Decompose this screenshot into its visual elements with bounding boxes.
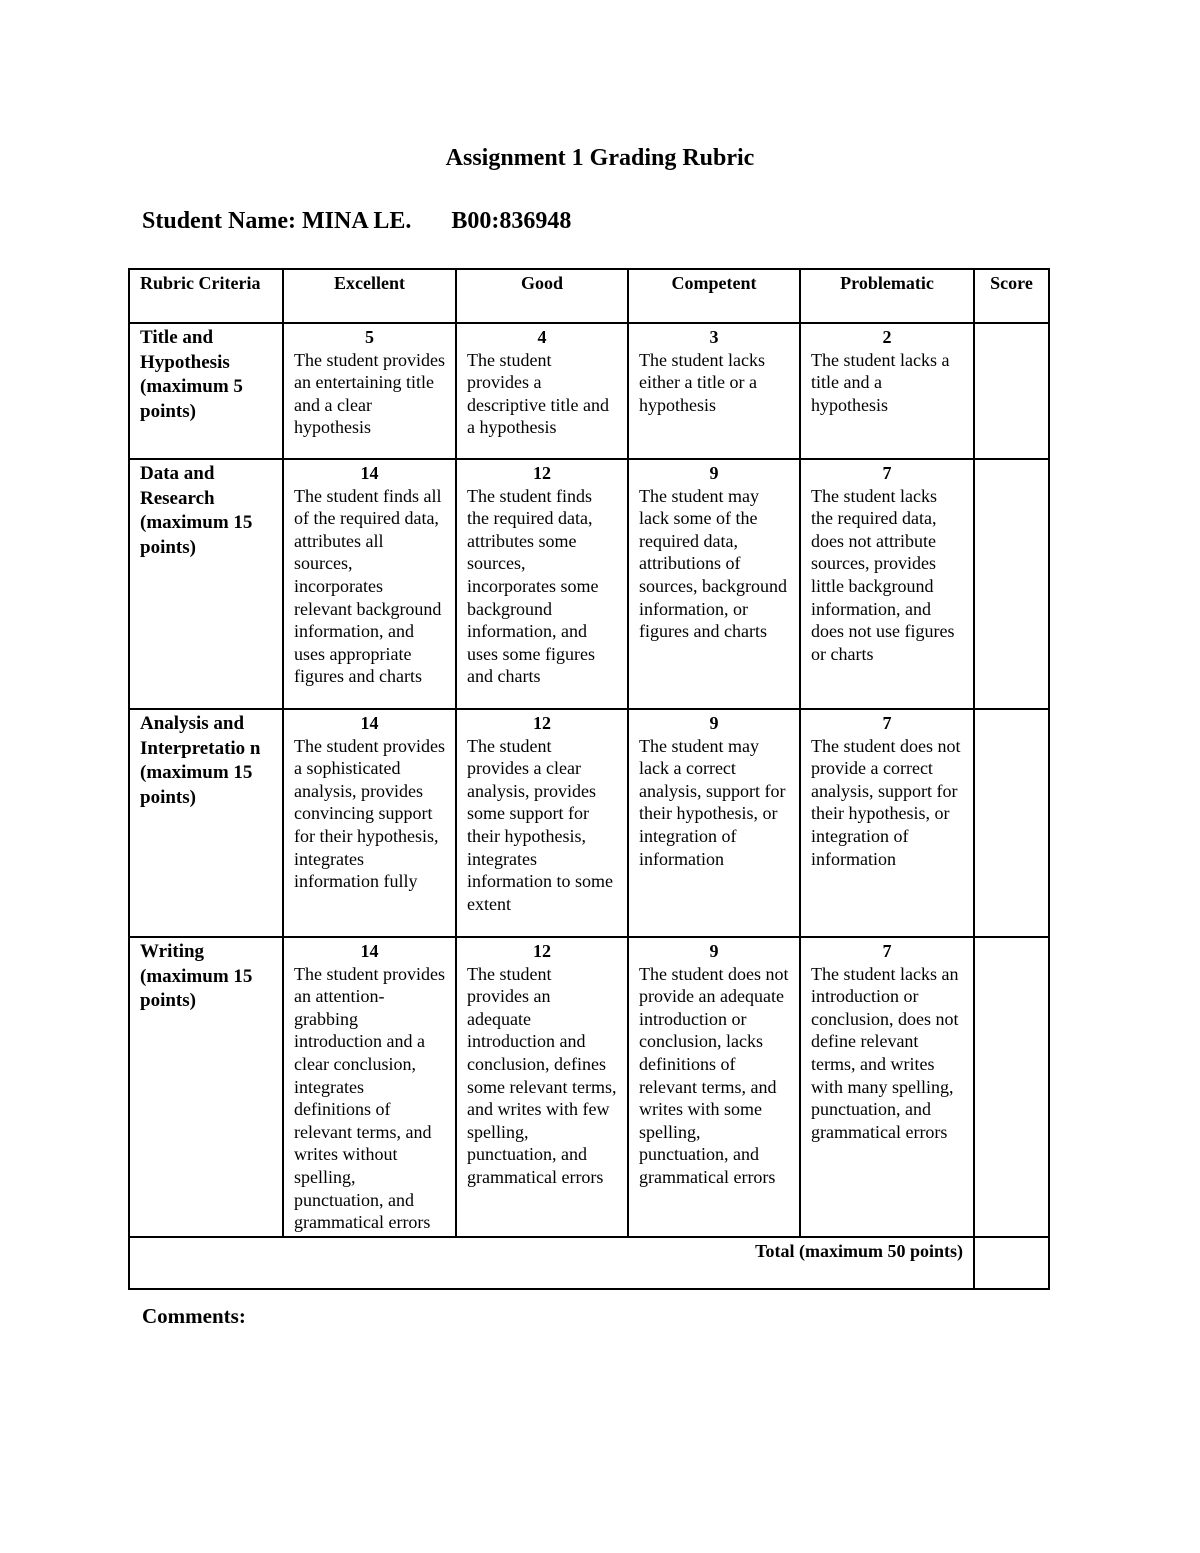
header-competent: Competent — [628, 269, 800, 323]
points-value: 5 — [365, 327, 374, 347]
header-score: Score — [974, 269, 1049, 323]
description-text: The student provides an entertaining title and a clear hypothesis — [294, 349, 445, 438]
excellent-cell — [283, 323, 456, 459]
rubric-row-analysis-interpretation — [129, 709, 1049, 937]
rubric-total-row — [129, 1237, 1049, 1289]
description-text: The student provides an attention-grabbing introduction and a clear conclusion, integrates definitions of relevant terms, and writes without spelling, punctuation, and grammatical errors — [294, 963, 445, 1233]
competent-cell — [628, 459, 800, 709]
criteria-cell: Writing (maximum 15 points) — [129, 937, 283, 1237]
points-value: 9 — [709, 941, 719, 961]
excellent-cell — [283, 937, 456, 1237]
criteria-cell: Data and Research (maximum 15 points) — [129, 459, 283, 709]
points-value: 14 — [360, 463, 379, 483]
points-value: 7 — [882, 713, 892, 733]
student-id-label: B00: — [451, 208, 500, 234]
score-cell[interactable] — [974, 709, 1049, 937]
description-text: The student provides a sophisticated analysis, provides convincing support for their hypothesis, integrates information fully — [294, 735, 445, 892]
points-value: 14 — [360, 941, 379, 961]
good-cell — [456, 709, 628, 937]
competent-cell — [628, 323, 800, 459]
good-cell — [456, 323, 628, 459]
competent-cell — [628, 709, 800, 937]
good-cell — [456, 459, 628, 709]
description-text: The student provides a clear analysis, provides some support for their hypothesis, integrates information to some extent — [467, 735, 613, 914]
points-value: 2 — [882, 327, 892, 347]
points-value: 4 — [537, 327, 547, 347]
points-value: 9 — [709, 713, 719, 733]
rubric-row-title-hypothesis — [129, 323, 1049, 459]
points-value: 12 — [533, 713, 551, 733]
description-text: The student does not provide a correct analysis, support for their hypothesis, or integration of information — [811, 735, 961, 869]
excellent-cell — [283, 459, 456, 709]
header-rubric-criteria: Rubric Criteria — [129, 269, 283, 323]
description-text: The student lacks the required data, does not attribute sources, provides little background information, and does not use figures or charts — [811, 485, 955, 664]
description-text: The student may lack a correct analysis, support for their hypothesis, or integration of information — [639, 735, 786, 869]
student-info-line — [142, 206, 571, 236]
points-value: 3 — [709, 327, 719, 347]
student-name-label: Student Name: — [142, 208, 296, 234]
points-value: 9 — [709, 463, 719, 483]
points-value: 7 — [882, 463, 892, 483]
points-value: 7 — [882, 941, 892, 961]
score-cell[interactable] — [974, 937, 1049, 1237]
problematic-cell — [800, 709, 974, 937]
description-text: The student provides a descriptive title and a hypothesis — [467, 349, 609, 438]
rubric-table — [128, 268, 1050, 1290]
rubric-header-row — [129, 269, 1049, 323]
total-label: Total (maximum 50 points) — [129, 1237, 974, 1289]
description-text: The student does not provide an adequate introduction or conclusion, lacks definitions of relevant terms, and writes with some spelling, punctuation, and grammatical errors — [639, 963, 789, 1187]
criteria-cell: Analysis and Interpretatio n (maximum 15 points) — [129, 709, 283, 937]
competent-cell — [628, 937, 800, 1237]
header-excellent: Excellent — [283, 269, 456, 323]
comments-label: Comments: — [142, 1304, 246, 1328]
points-value: 12 — [533, 463, 551, 483]
good-cell — [456, 937, 628, 1237]
problematic-cell — [800, 459, 974, 709]
student-id-value: 836948 — [499, 208, 572, 234]
description-text: The student lacks an introduction or conclusion, does not define relevant terms, and writes with many spelling, punctuation, and grammatical errors — [811, 963, 959, 1142]
excellent-cell — [283, 709, 456, 937]
description-text: The student provides an adequate introduction and conclusion, defines some relevant terms, and writes with few spelling, punctuation, and grammatical errors — [467, 963, 617, 1187]
problematic-cell — [800, 323, 974, 459]
total-score-cell[interactable] — [974, 1237, 1049, 1289]
description-text: The student finds all of the required data, attributes all sources, incorporates relevant background information, and uses appropriate figures and charts — [294, 485, 442, 687]
rubric-row-data-research — [129, 459, 1049, 709]
description-text: The student lacks either a title or a hypothesis — [639, 349, 765, 415]
document-title: Assignment 1 Grading Rubric — [445, 145, 755, 171]
points-value: 12 — [533, 941, 551, 961]
criteria-cell: Title and Hypothesis (maximum 5 points) — [129, 323, 283, 459]
header-good: Good — [456, 269, 628, 323]
description-text: The student lacks a title and a hypothesis — [811, 349, 950, 415]
points-value: 14 — [360, 713, 379, 733]
header-problematic: Problematic — [800, 269, 974, 323]
description-text: The student finds the required data, attributes some sources, incorporates some background information, and uses some figures and charts — [467, 485, 599, 687]
description-text: The student may lack some of the required data, attributions of sources, background information, or figures and charts — [639, 485, 787, 642]
score-cell[interactable] — [974, 323, 1049, 459]
rubric-row-writing — [129, 937, 1049, 1237]
score-cell[interactable] — [974, 459, 1049, 709]
student-name-value: MINA LE. — [302, 208, 412, 234]
problematic-cell — [800, 937, 974, 1237]
